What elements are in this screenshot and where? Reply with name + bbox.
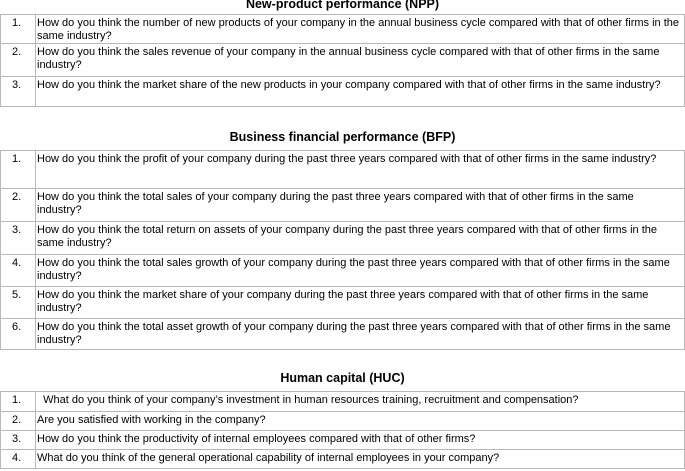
table-row [1,255,685,287]
table-row [1,412,685,431]
table-row [1,450,685,469]
table-row [1,189,685,222]
item-number: 3. [1,431,36,450]
item-text: How do you think the market share of your company during the past three years compared with that of other firms in the same industry? [36,287,685,319]
item-text: How do you think the sales revenue of your company in the annual business cycle compared with that of other firms in the same industry? [36,44,685,77]
item-text: How do you think the total return on assets of your company during the past three years compared with that of other firms in the same industry? [36,222,685,255]
item-number: 3. [1,222,36,255]
table-row [1,15,685,44]
item-text: How do you think the total sales of your company during the past three years compared with that of other firms in the same industry? [36,189,685,222]
item-number: 2. [1,412,36,431]
item-number: 1. [1,151,36,189]
item-number: 4. [1,450,36,469]
item-number: 1. [1,392,36,412]
item-text: Are you satisfied with working in the company? [36,412,685,431]
table-row [1,319,685,350]
section-title: Business financial performance (BFP) [229,130,456,144]
bfp-table [0,150,685,350]
item-text: What do you think of your company’s investment in human resources training, recruitment and compensation? [36,392,685,412]
item-text: How do you think the total sales growth of your company during the past three years compared with that of other firms in the same industry? [36,255,685,287]
item-number: 3. [1,77,36,107]
item-text: How do you think the profit of your company during the past three years compared with that of other firms in the same industry? [36,151,685,189]
table-row [1,77,685,107]
table-row [1,287,685,319]
item-text: How do you think the market share of the new products in your company compared with that of other firms in the same industry? [36,77,685,107]
item-text: How do you think the number of new products of your company in the annual business cycle compared with that of other firms in the same industry? [36,15,685,44]
huc-table [0,391,685,469]
section-title: New-product performance (NPP) [245,0,440,11]
item-number: 4. [1,255,36,287]
table-row [1,222,685,255]
item-number: 1. [1,15,36,44]
table-row [1,151,685,189]
item-number: 2. [1,44,36,77]
table-row [1,44,685,77]
item-number: 5. [1,287,36,319]
table-row [1,392,685,412]
item-number: 6. [1,319,36,350]
npp-table [0,14,685,107]
section-title: Human capital (HUC) [280,371,405,385]
item-text: What do you think of the general operational capability of internal employees in your company? [36,450,685,469]
item-text: How do you think the total asset growth of your company during the past three years compared with that of other firms in the same industry? [36,319,685,350]
item-text: How do you think the productivity of internal employees compared with that of other firms? [36,431,685,450]
item-number: 2. [1,189,36,222]
table-row [1,431,685,450]
